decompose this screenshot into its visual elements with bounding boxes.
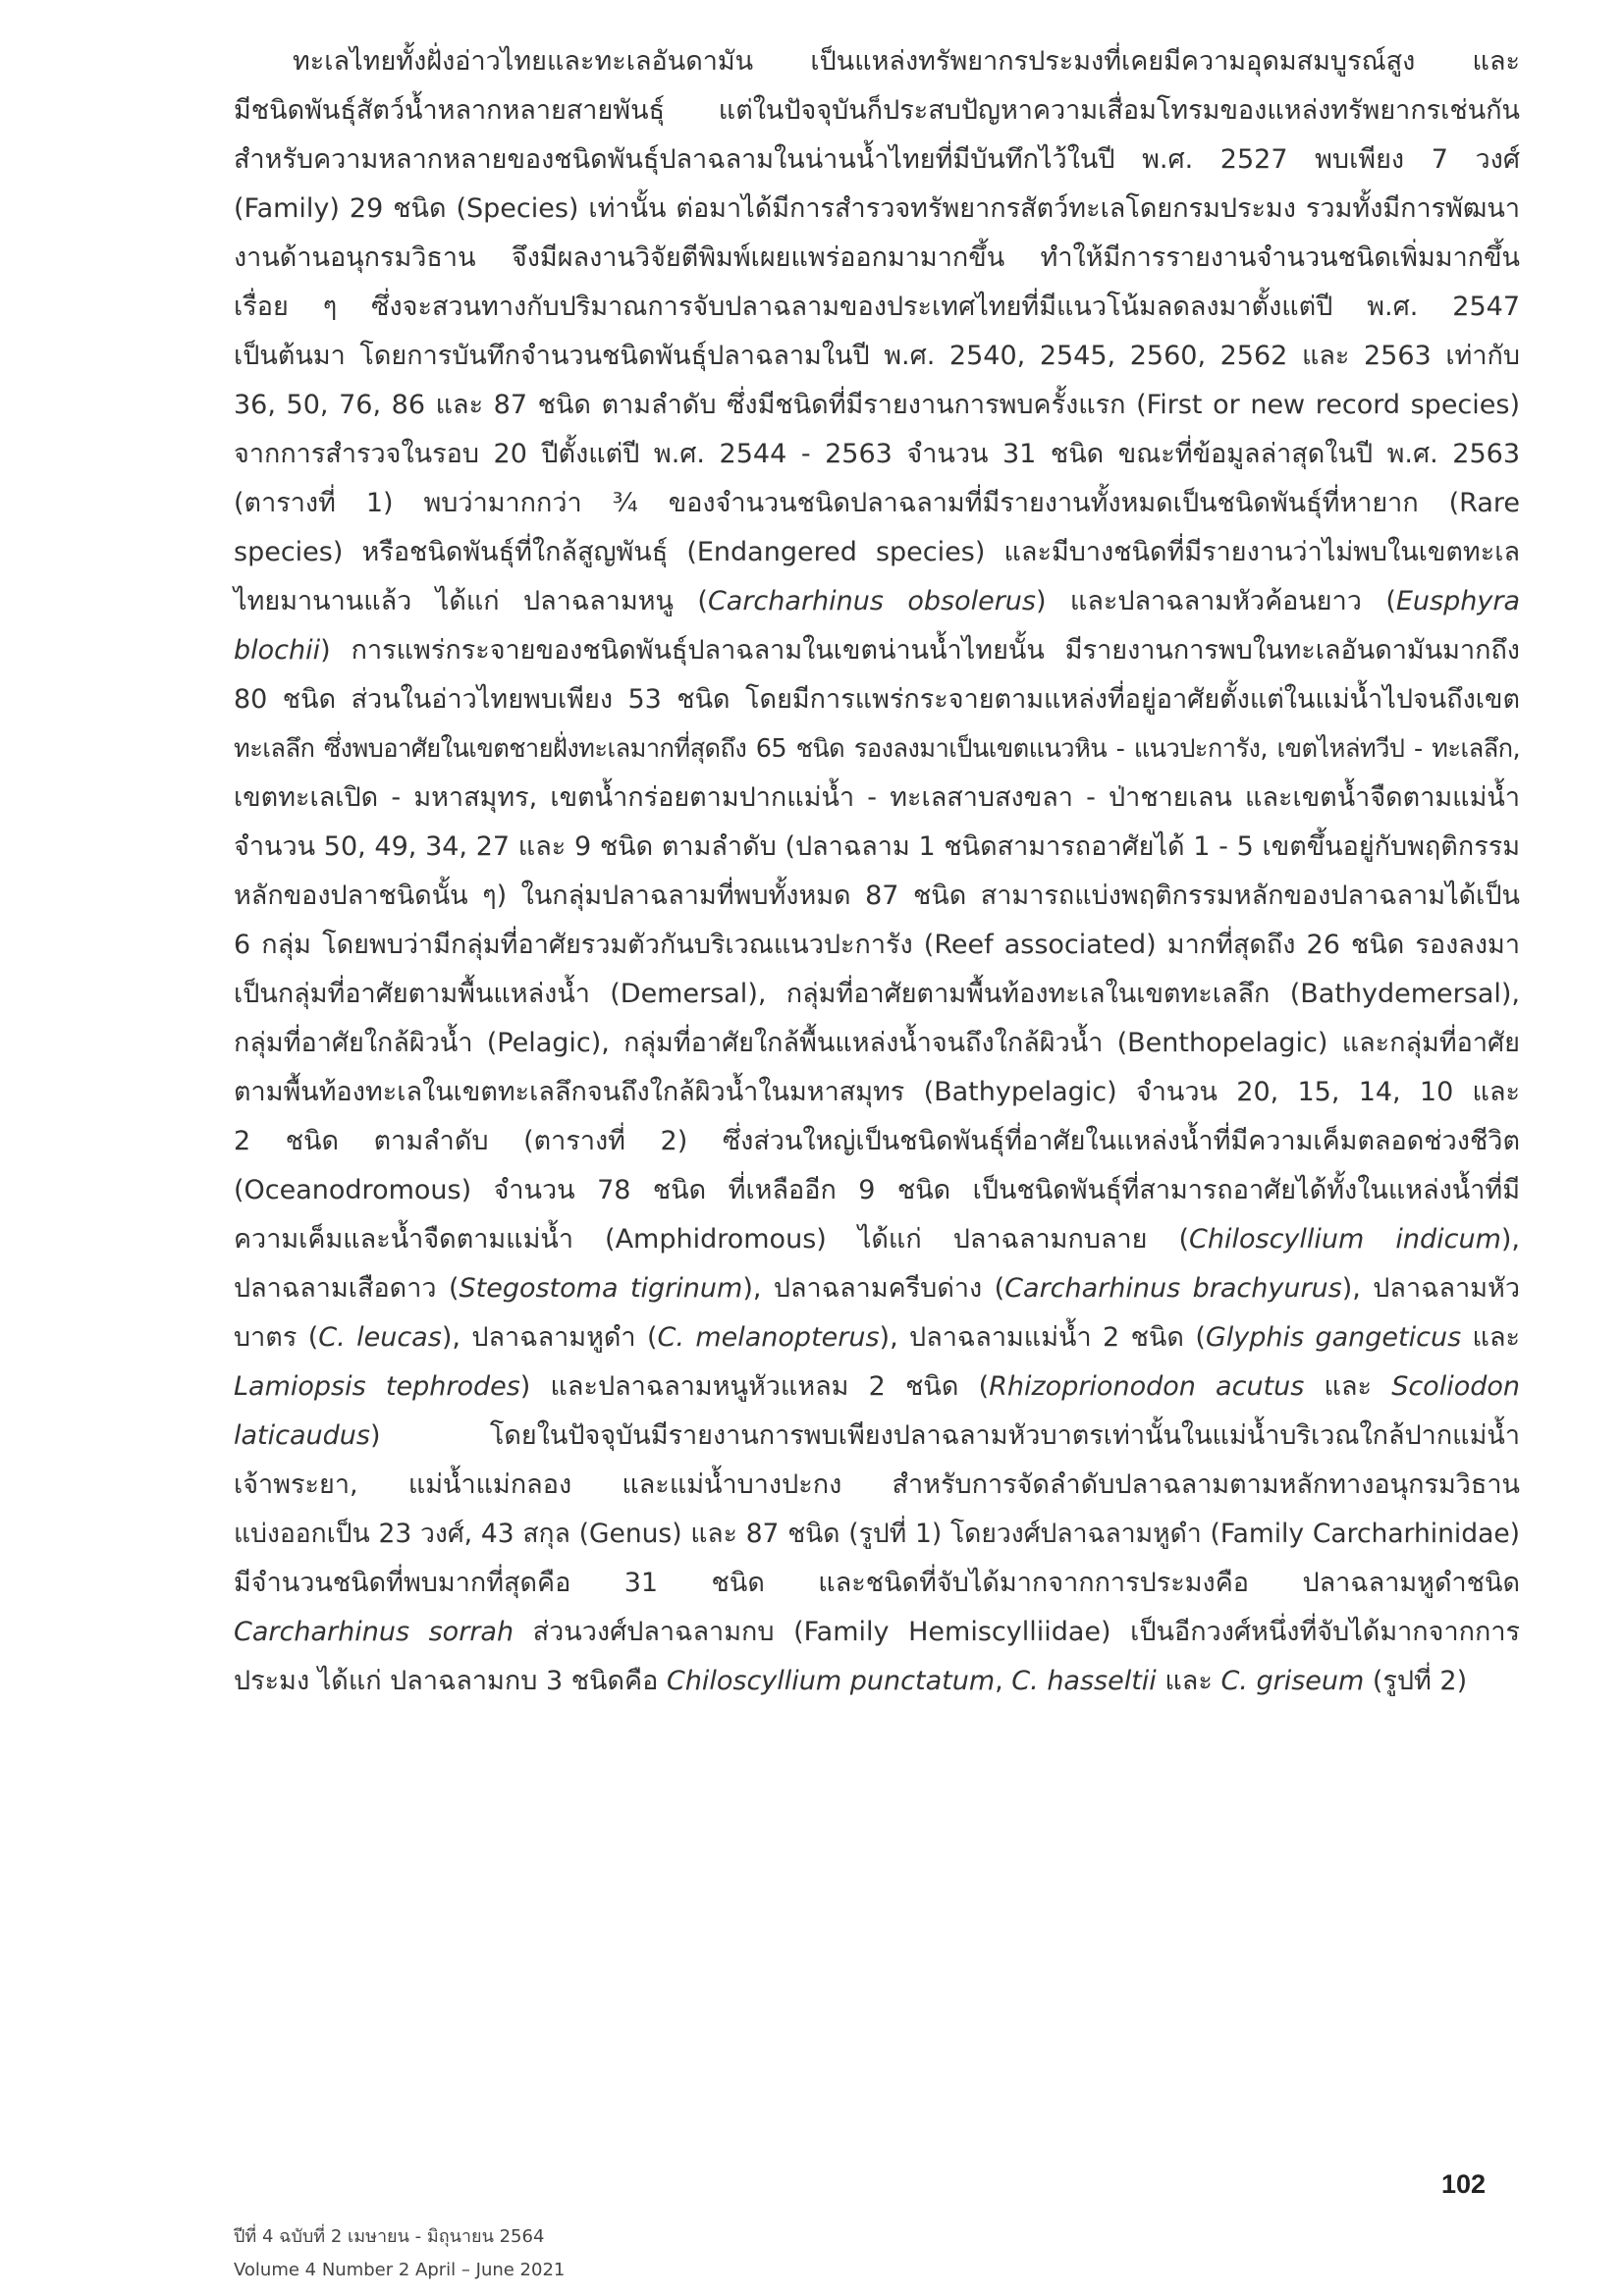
text-line: สำหรับความหลากหลายของชนิดพันธุ์ปลาฉลามในน่านน้ำไทยที่มีบันทึกไว้ในปี พ.ศ. 2527 พบเพียง 7 วงศ์ — [234, 144, 1520, 175]
species-name: Carcharhinus obsolerus — [707, 586, 1036, 616]
text-line: ไทยมานานแล้ว ได้แก่ ปลาฉลามหนู (Carcharhinus obsolerus) และปลาฉลามหัวค้อนยาว (Eusphyra — [234, 586, 1520, 616]
species-name: Chiloscyllium indicum — [1189, 1224, 1501, 1255]
text-line: Carcharhinus sorrah ส่วนวงศ์ปลาฉลามกบ (Family Hemiscylliidae) เป็นอีกวงศ์หนึ่งที่จับได้มากจากการ — [234, 1617, 1520, 1647]
text-line: 80 ชนิด ส่วนในอ่าวไทยพบเพียง 53 ชนิด โดยมีการแพร่กระจายตามแหล่งที่อยู่อาศัยตั้งแต่ในแม่น้ำไปจนถึงเขต — [234, 684, 1520, 715]
text-line: เป็นกลุ่มที่อาศัยตามพื้นแหล่งน้ำ (Demersal), กลุ่มที่อาศัยตามพื้นท้องทะเลในเขตทะเลลึก (Bathydemersal), — [234, 979, 1520, 1009]
species-name: C. griseum — [1220, 1666, 1365, 1696]
species-name: C. hasseltii — [1011, 1666, 1157, 1696]
text-line: (Oceanodromous) จำนวน 78 ชนิด ที่เหลืออีก 9 ชนิด เป็นชนิดพันธุ์ที่สามารถอาศัยได้ทั้งในแหล่งน้ำที่มี — [234, 1175, 1520, 1205]
text-line: บาตร (C. leucas), ปลาฉลามหูดำ (C. melanopterus), ปลาฉลามแม่น้ำ 2 ชนิด (Glyphis gangeticus และ — [234, 1322, 1520, 1353]
species-name: laticaudus — [234, 1420, 370, 1451]
text-line: ตามพื้นท้องทะเลในเขตทะเลลึกจนถึงใกล้ผิวน้ำในมหาสมุทร (Bathypelagic) จำนวน 20, 15, 14, 10 และ — [234, 1077, 1520, 1107]
text-line: (ตารางที่ 1) พบว่ามากกว่า ¾ ของจำนวนชนิดปลาฉลามที่มีรายงานทั้งหมดเป็นชนิดพันธุ์ที่หายาก (Rare — [234, 488, 1520, 518]
text-line: เรื่อย ๆ ซึ่งจะสวนทางกับปริมาณการจับปลาฉลามของประเทศไทยที่มีแนวโน้มลดลงมาตั้งแต่ปี พ.ศ. 2547 — [234, 292, 1520, 322]
species-name: Carcharhinus sorrah — [234, 1617, 514, 1647]
text-line: ความเค็มและน้ำจืดตามแม่น้ำ (Amphidromous) ได้แก่ ปลาฉลามกบลาย (Chiloscyllium indicum), — [234, 1224, 1520, 1255]
species-name: Eusphyra — [1395, 586, 1520, 616]
species-name: Scoliodon — [1391, 1371, 1520, 1402]
page-number: 102 — [1441, 2169, 1487, 2199]
text-line: blochii) การแพร่กระจายของชนิดพันธุ์ปลาฉลามในเขตน่านน้ำไทยนั้น มีรายงานการพบในทะเลอันดามันมากถึง — [234, 635, 1520, 666]
species-name: blochii — [234, 635, 321, 666]
text-line: จากการสำรวจในรอบ 20 ปีตั้งแต่ปี พ.ศ. 2544 - 2563 จำนวน 31 ชนิด ขณะที่ข้อมูลล่าสุดในปี พ.ศ. 2563 — [234, 439, 1520, 469]
text-line: (Family) 29 ชนิด (Species) เท่านั้น ต่อมาได้มีการสำรวจทรัพยากรสัตว์ทะเลโดยกรมประมง รวมทั้งมีการพัฒนา — [234, 193, 1520, 224]
species-name: Carcharhinus brachyurus — [1004, 1273, 1342, 1304]
text-line: 6 กลุ่ม โดยพบว่ามีกลุ่มที่อาศัยรวมตัวกันบริเวณแนวปะการัง (Reef associated) มากที่สุดถึง 26 ชนิด รองลงมา — [234, 930, 1520, 960]
text-line: Lamiopsis tephrodes) และปลาฉลามหนูหัวแหลม 2 ชนิด (Rhizoprionodon acutus และ Scoliodon — [234, 1371, 1520, 1402]
article-body — [234, 37, 1520, 1706]
text-line: เขตทะเลเปิด - มหาสมุทร, เขตน้ำกร่อยตามปากแม่น้ำ - ทะเลสาบสงขลา - ป่าชายเลน และเขตน้ำจืดตามแม่น้ำ — [234, 782, 1520, 813]
species-name: C. leucas — [318, 1322, 442, 1353]
text-line: มีชนิดพันธุ์สัตว์น้ำหลากหลายสายพันธุ์ แต่ในปัจจุบันก็ประสบปัญหาความเสื่อมโทรมของแหล่งทรัพยากรเช่นกัน — [234, 95, 1520, 126]
text-line: ทะเลไทยทั้งฝั่งอ่าวไทยและทะเลอันดามัน เป็นแหล่งทรัพยากรประมงที่เคยมีความอุดมสมบูรณ์สูง และ — [293, 46, 1520, 77]
text-line: มีจำนวนชนิดที่พบมากที่สุดคือ 31 ชนิด และชนิดที่จับได้มากจากการประมงคือ ปลาฉลามหูดำชนิด — [234, 1568, 1520, 1598]
species-name: Rhizoprionodon acutus — [989, 1371, 1305, 1402]
text-line: เจ้าพระยา, แม่น้ำแม่กลอง และแม่น้ำบางปะกง สำหรับการจัดลำดับปลาฉลามตามหลักทางอนุกรมวิธาน — [234, 1469, 1520, 1500]
text-line: หลักของปลาชนิดนั้น ๆ) ในกลุ่มปลาฉลามที่พบทั้งหมด 87 ชนิด สามารถแบ่งพฤติกรรมหลักของปลาฉลามได้เป็น — [234, 881, 1520, 911]
species-name: Stegostoma tigrinum — [459, 1273, 743, 1304]
species-name: Lamiopsis tephrodes — [234, 1371, 520, 1402]
text-line: จำนวน 50, 49, 34, 27 และ 9 ชนิด ตามลำดับ (ปลาฉลาม 1 ชนิดสามารถอาศัยได้ 1 - 5 เขตขึ้นอยู่กับพฤติกรรม — [234, 831, 1520, 862]
text-line: แบ่งออกเป็น 23 วงศ์, 43 สกุล (Genus) และ 87 ชนิด (รูปที่ 1) โดยวงศ์ปลาฉลามหูดำ (Family Carcharhinidae) — [234, 1519, 1520, 1549]
issue-info-english: Volume 4 Number 2 April – June 2021 — [234, 2260, 566, 2280]
issue-info-thai: ปีที่ 4 ฉบับที่ 2 เมษายน - มิถุนายน 2564 — [234, 2226, 545, 2247]
species-name: Chiloscyllium punctatum — [666, 1666, 996, 1696]
species-name: Glyphis gangeticus — [1205, 1322, 1462, 1353]
text-line: species) หรือชนิดพันธุ์ที่ใกล้สูญพันธุ์ (Endangered species) และมีบางชนิดที่มีรายงานว่าไม่พบในเขตทะเล — [234, 537, 1520, 567]
text-line: ปลาฉลามเสือดาว (Stegostoma tigrinum), ปลาฉลามครีบด่าง (Carcharhinus brachyurus), ปลาฉลามหัว — [234, 1273, 1520, 1304]
text-line: กลุ่มที่อาศัยใกล้ผิวน้ำ (Pelagic), กลุ่มที่อาศัยใกล้พื้นแหล่งน้ำจนถึงใกล้ผิวน้ำ (Benthopelagic) และกลุ่มที่อาศัย — [234, 1028, 1520, 1058]
text-line: laticaudus) โดยในปัจจุบันมีรายงานการพบเพียงปลาฉลามหัวบาตรเท่านั้นในแม่น้ำบริเวณใกล้ปากแม่น้ำ — [234, 1420, 1520, 1451]
text-line: 2 ชนิด ตามลำดับ (ตารางที่ 2) ซึ่งส่วนใหญ่เป็นชนิดพันธุ์ที่อาศัยในแหล่งน้ำที่มีความเค็มตลอดช่วงชีวิต — [234, 1126, 1520, 1156]
text-line: งานด้านอนุกรมวิธาน จึงมีผลงานวิจัยตีพิมพ์เผยแพร่ออกมามากขึ้น ทำให้มีการรายงานจำนวนชนิดเพิ่มมากขึ้น — [234, 242, 1520, 273]
journal-footer — [234, 2220, 565, 2287]
text-line: ประมง ได้แก่ ปลาฉลามกบ 3 ชนิดคือ Chiloscyllium punctatum, C. hasseltii และ C. griseum (รูปที่ 2) — [234, 1666, 1468, 1696]
text-line: ทะเลลึก ซึ่งพบอาศัยในเขตชายฝั่งทะเลมากที่สุดถึง 65 ชนิด รองลงมาเป็นเขตแนวหิน - แนวปะการัง, เขตไหล่ทวีป - ทะเลลึก, — [234, 734, 1520, 764]
text-line: 36, 50, 76, 86 และ 87 ชนิด ตามลำดับ ซึ่งมีชนิดที่มีรายงานการพบครั้งแรก (First or new record species) — [234, 390, 1520, 420]
species-name: C. melanopterus — [657, 1322, 880, 1353]
text-line: เป็นต้นมา โดยการบันทึกจำนวนชนิดพันธุ์ปลาฉลามในปี พ.ศ. 2540, 2545, 2560, 2562 และ 2563 เท่ากับ — [234, 341, 1520, 371]
